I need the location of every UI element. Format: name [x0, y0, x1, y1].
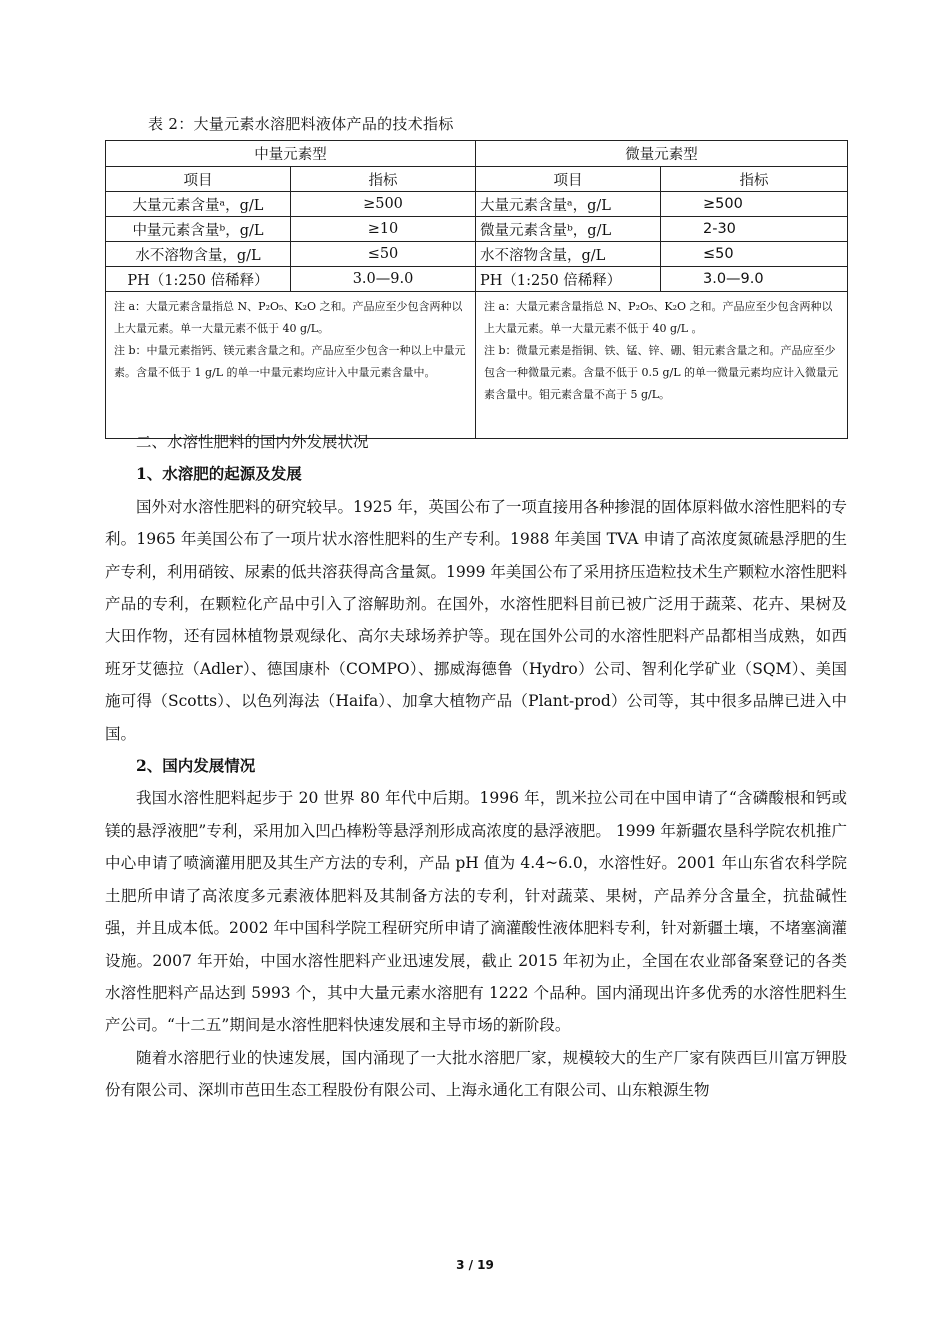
- group-header-trace: 微量元素型: [476, 141, 848, 167]
- table-cell: ≥10: [291, 217, 476, 242]
- notes-right: [476, 292, 848, 439]
- page-number: 3 / 19: [456, 1258, 494, 1272]
- section-heading: 二、水溶性肥料的国内外发展状况: [136, 433, 369, 451]
- table-caption: 表 2：大量元素水溶肥料液体产品的技术指标: [148, 115, 454, 133]
- table-cell: 3.0—9.0: [661, 267, 848, 292]
- subsection-heading: 2、国内发展情况: [136, 756, 256, 776]
- table-cell: 水不溶物含量，g/L: [106, 242, 291, 267]
- table-cell: PH（1:250 倍稀释）: [106, 267, 291, 292]
- table-cell: ≥500: [661, 192, 848, 217]
- table-row: [106, 192, 848, 217]
- table-cell: 水不溶物含量，g/L: [476, 242, 661, 267]
- table-row: [106, 267, 848, 292]
- table-row: [106, 217, 848, 242]
- table-group-header-row: [106, 141, 848, 167]
- table-cell: 微量元素含量ᵇ，g/L: [476, 217, 661, 242]
- body-text: [105, 426, 847, 1107]
- notes-left: [106, 292, 476, 439]
- table-cell: PH（1:250 倍稀释）: [476, 267, 661, 292]
- col-header: 指标: [291, 167, 476, 192]
- note-a-right: 注 a：大量元素含量指总 N、P₂O₅、K₂O 之和。产品应至少包含两种以上大量元素。单一大量元素不低于 40 g/L 。: [484, 300, 833, 335]
- table-cell: 大量元素含量ᵃ，g/L: [106, 192, 291, 217]
- table-cell: 3.0—9.0: [291, 267, 476, 292]
- paragraph: 随着水溶肥行业的快速发展，国内涌现了一大批水溶肥厂家，规模较大的生产厂家有陕西巨川富万钾股份有限公司、深圳市芭田生态工程股份有限公司、上海永通化工有限公司、山东粮源生物: [105, 1048, 847, 1100]
- table-row: [106, 242, 848, 267]
- subsection-heading: 1、水溶肥的起源及发展: [136, 464, 302, 484]
- spec-table: [105, 140, 848, 439]
- note-b-left: 注 b：中量元素指钙、镁元素含量之和。产品应至少包含一种以上中量元素。含量不低于 1 g/L 的单一中量元素均应计入中量元素含量中。: [114, 344, 466, 379]
- table-cell: 中量元素含量ᵇ，g/L: [106, 217, 291, 242]
- table-cell: ≤50: [291, 242, 476, 267]
- table-cell: ≤50: [661, 242, 848, 267]
- paragraph: 我国水溶性肥料起步于 20 世界 80 年代中后期。1996 年，凯米拉公司在中国申请了“含磷酸根和钙或镁的悬浮液肥”专利，采用加入凹凸棒粉等悬浮剂形成高浓度的悬浮液肥。 1999 年新疆农垦科学院农机推广中心申请了喷滴灌用肥及其生产方法的专利，产品 pH 值为 4.4~6.0，水溶性好。2001 年山东省农科学院土肥所申请了高浓度多元素液体肥料及其制备方法的专利，针对蔬菜、果树，产品养分含量全，抗盐碱性强，并且成本低。2002 年中国科学院工程研究所申请了滴灌酸性液体肥料专利，针对新疆土壤，不堵塞滴灌设施。2007 年开始，中国水溶性肥料产业迅速发展，截止 2015 年初为止，全国在农业部备案登记的各类水溶性肥料产品达到 5993 个，其中大量元素水溶肥有 1222 个品种。国内涌现出许多优秀的水溶性肥料生产公司。“十二五”期间是水溶性肥料快速发展和主导市场的新阶段。: [105, 789, 847, 1035]
- table-col-header-row: [106, 167, 848, 192]
- table-cell: 2-30: [661, 217, 848, 242]
- note-a-left: 注 a：大量元素含量指总 N、P₂O₅、K₂O 之和。产品应至少包含两种以上大量元素。单一大量元素不低于 40 g/L。: [114, 300, 463, 335]
- group-header-medium: 中量元素型: [106, 141, 476, 167]
- col-header: 项目: [476, 167, 661, 192]
- col-header: 指标: [661, 167, 848, 192]
- table-cell: 大量元素含量ᵃ，g/L: [476, 192, 661, 217]
- table-notes-row: [106, 292, 848, 439]
- table-cell: ≥500: [291, 192, 476, 217]
- paragraph: 国外对水溶性肥料的研究较早。1925 年，英国公布了一项直接用各种掺混的固体原料做水溶性肥料的专利。1965 年美国公布了一项片状水溶性肥料的生产专利。1988 年美国 TVA 申请了高浓度氮硫悬浮肥的生产专利，利用硝铵、尿素的低共溶获得高含量氮。1999 年美国公布了采用挤压造粒技术生产颗粒水溶性肥料产品的专利，在颗粒化产品中引入了溶解助剂。在国外，水溶性肥料目前已被广泛用于蔬菜、花卉、果树及大田作物，还有园林植物景观绿化、高尔夫球场养护等。现在国外公司的水溶性肥料产品都相当成熟，如西班牙艾德拉（Adler）、德国康朴（COMPO）、挪威海德鲁（Hydro）公司、智利化学矿业（SQM）、美国施可得（Scotts）、以色列海法（Haifa）、加拿大植物产品（Plant-prod）公司等，其中很多品牌已进入中国。: [105, 497, 847, 743]
- col-header: 项目: [106, 167, 291, 192]
- note-b-right: 注 b：微量元素是指铜、铁、锰、锌、硼、钼元素含量之和。产品应至少包含一种微量元素。含量不低于 0.5 g/L 的单一微量元素均应计入微量元素含量中。钼元素含量不高于 5 g/L。: [484, 344, 839, 401]
